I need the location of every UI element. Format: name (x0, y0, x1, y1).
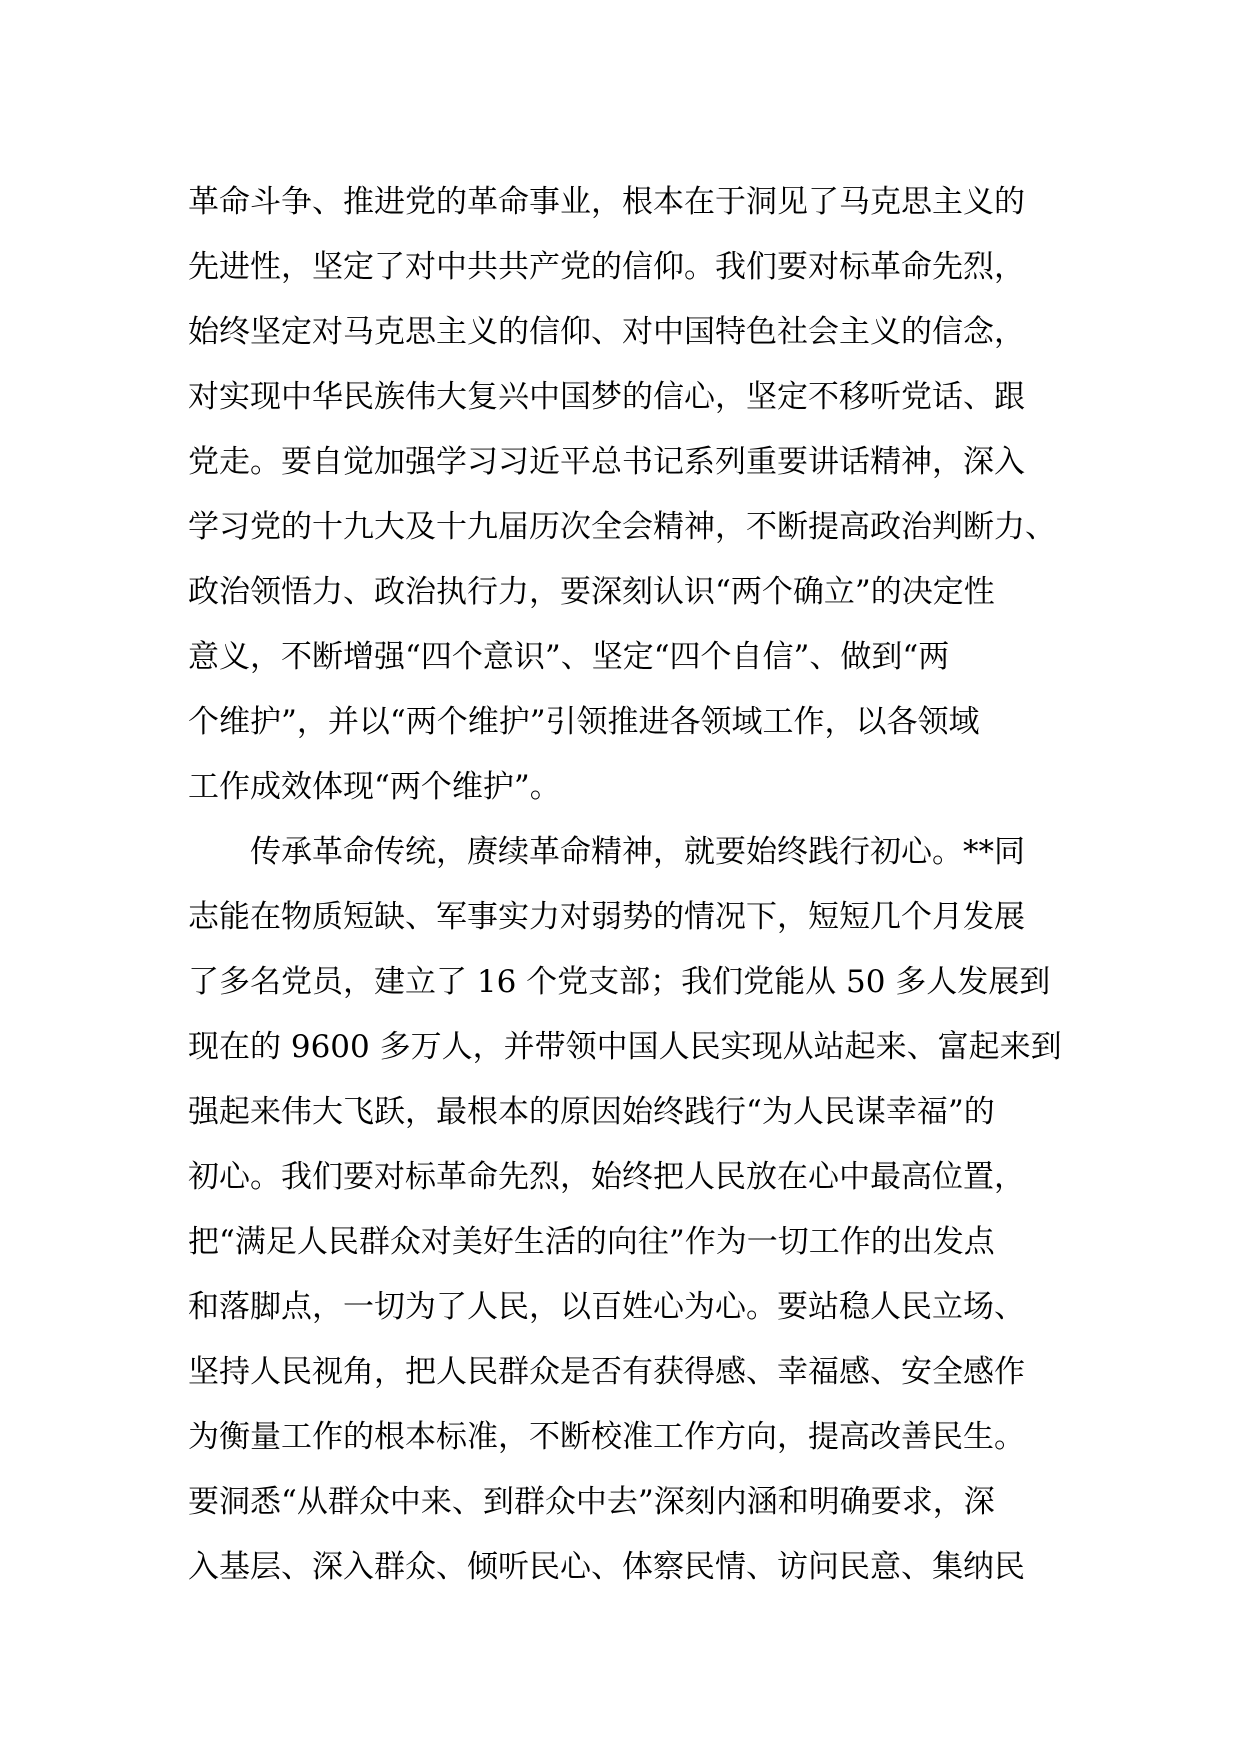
text-line: 学习党的十九大及十九届历次全会精神，不断提高政治判断力、 (188, 509, 1056, 545)
text-line: 政治领悟力、政治执行力，要深刻认识“两个确立”的决定性 (188, 574, 995, 610)
text-line: 党走。要自觉加强学习习近平总书记系列重要讲话精神，深入 (188, 444, 1025, 480)
text-line: 把“满足人民群众对美好生活的向往”作为一切工作的出发点 (188, 1224, 995, 1260)
text-line: 和落脚点，一切为了人民，以百姓心为心。要站稳人民立场、 (188, 1289, 1025, 1325)
body-text (188, 170, 1088, 1600)
text-line: 个维护”，并以“两个维护”引领推进各领域工作，以各领域 (188, 704, 980, 740)
text-line: 先进性，坚定了对中共共产党的信仰。我们要对标革命先烈， (188, 249, 1025, 285)
text-line: 入基层、深入群众、倾听民心、体察民情、访问民意、集纳民 (188, 1549, 1025, 1585)
text-line: 为衡量工作的根本标准，不断校准工作方向，提高改善民生。 (188, 1419, 1025, 1455)
text-line: 对实现中华民族伟大复兴中国梦的信心，坚定不移听党话、跟 (188, 379, 1025, 415)
text-line: 革命斗争、推进党的革命事业，根本在于洞见了马克思主义的 (188, 184, 1025, 220)
text-line: 强起来伟大飞跃，最根本的原因始终践行“为人民谋幸福”的 (188, 1094, 995, 1130)
text-line: 初心。我们要对标革命先烈，始终把人民放在心中最高位置， (188, 1159, 1025, 1195)
text-line: 传承革命传统，赓续革命精神，就要始终践行初心。**同 (250, 834, 1025, 870)
text-line: 意义，不断增强“四个意识”、坚定“四个自信”、做到“两 (188, 639, 950, 675)
text-line: 志能在物质短缺、军事实力对弱势的情况下，短短几个月发展 (188, 899, 1025, 935)
text-line: 现在的 9600 多万人，并带领中国人民实现从站起来、富起来到 (188, 1029, 1062, 1065)
text-line: 坚持人民视角，把人民群众是否有获得感、幸福感、安全感作 (188, 1354, 1025, 1390)
text-line: 始终坚定对马克思主义的信仰、对中国特色社会主义的信念， (188, 314, 1025, 350)
text-line: 工作成效体现“两个维护”。 (188, 769, 561, 805)
text-line: 了多名党员，建立了 16 个党支部；我们党能从 50 多人发展到 (188, 964, 1051, 1000)
text-line: 要洞悉“从群众中来、到群众中去”深刻内涵和明确要求，深 (188, 1484, 995, 1520)
